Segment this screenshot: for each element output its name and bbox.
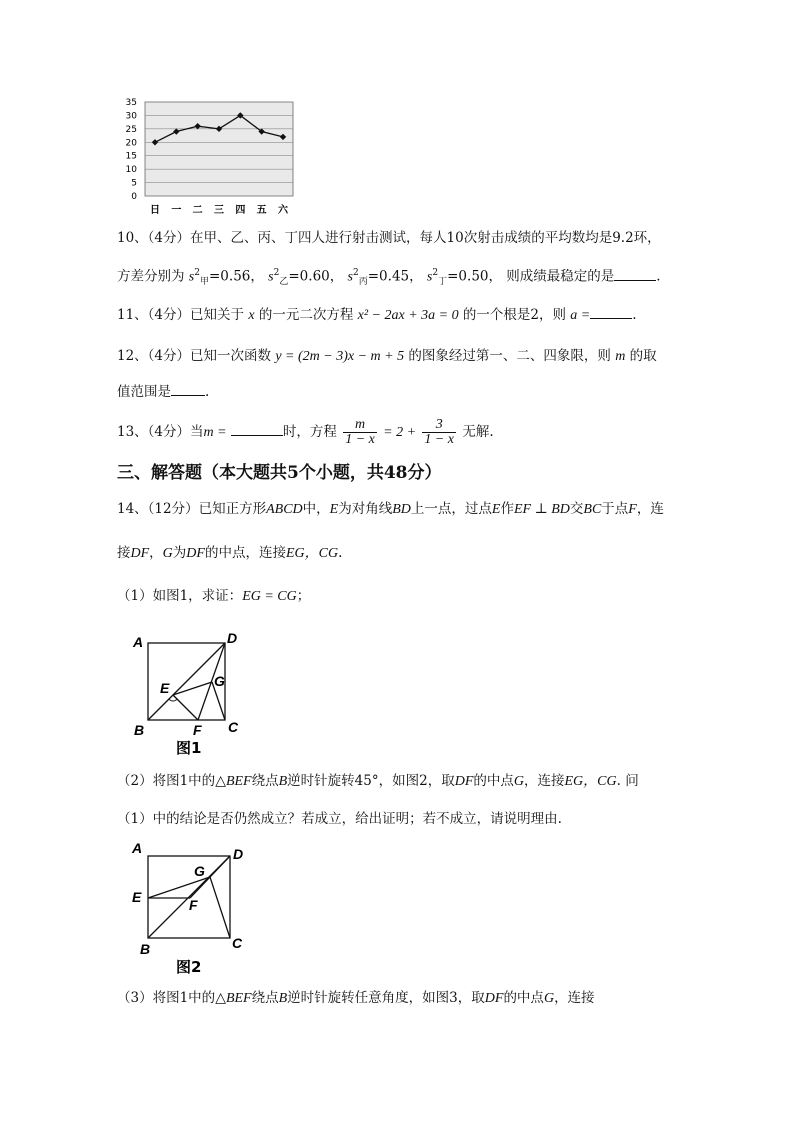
q14-l2-b: ， — [149, 545, 163, 561]
part3-b: B — [278, 991, 288, 1006]
q10-answer-blank[interactable] — [614, 268, 656, 281]
part2-line-1 — [117, 771, 639, 792]
part2-text-f: . 问 — [616, 773, 639, 789]
q13-den1: 1 − x — [345, 432, 375, 447]
figure-2 — [128, 838, 258, 978]
q14-line-1 — [117, 499, 664, 520]
q14-l2-c: 为 — [172, 545, 187, 561]
q12-line-1 — [117, 346, 657, 367]
fig1-label-e: E — [160, 680, 170, 696]
q10-suffix: 则成绩最稳定的是 — [506, 268, 615, 285]
q10-v1: =0.56， — [209, 268, 264, 285]
q14-f: F — [628, 502, 637, 517]
q10-s3: s — [347, 269, 353, 285]
chart-x-tick-label: 五 — [256, 205, 267, 216]
fig1-seg-ef — [173, 695, 198, 720]
q14-l2-d: 的中点，连接 — [204, 545, 286, 561]
q10-v4: =0.50， — [447, 268, 502, 285]
q14-text-b: 中， — [302, 501, 330, 517]
q10-prefix: 方差分别为 — [117, 268, 185, 285]
q13-fraction-2 — [422, 418, 456, 447]
q11-text-b: 的一元二次方程 — [258, 307, 354, 323]
figure-1 — [128, 626, 253, 762]
q14-text-i: ，连 — [636, 501, 664, 517]
q10-sq3: 2 — [353, 268, 359, 278]
section-title: 三、解答题（本大题共5个小题，共48分） — [117, 463, 442, 483]
q10-sq2: 2 — [273, 268, 280, 278]
q14-g: G — [162, 546, 173, 561]
q14-bd: BD — [392, 502, 411, 517]
q10-jia: 甲 — [199, 277, 209, 288]
chart-y-tick-label: 5 — [131, 178, 137, 189]
part3-text-b: 绕点 — [251, 990, 279, 1006]
part3-text-c: 逆时针旋转任意角度，如图3，取 — [287, 990, 485, 1006]
q11-line — [117, 305, 637, 326]
q14-text-c: 为对角线 — [338, 501, 393, 517]
q12-line2-text: 值范围是 — [117, 384, 171, 400]
chart-y-tick-label: 20 — [125, 138, 137, 149]
q13-mvar: m = — [203, 425, 227, 440]
part2-g: G — [513, 774, 524, 789]
q11-text-a: 11、（4分）已知关于 — [117, 307, 245, 323]
part2-text-d: 的中点 — [473, 773, 514, 789]
q11-answer-blank[interactable] — [590, 306, 632, 319]
chart-y-tick-label: 25 — [125, 124, 137, 135]
chart-y-ticks — [126, 98, 138, 202]
q10-s2: s — [268, 269, 274, 285]
q13-line — [117, 418, 494, 447]
chart-y-tick-label: 15 — [125, 151, 137, 162]
chart-x-ticks — [150, 203, 289, 216]
q14-text-g: 交 — [569, 501, 584, 517]
chart-x-tick-label: 一 — [171, 205, 182, 216]
q10-end: . — [656, 268, 661, 285]
q13-num1: m — [343, 418, 377, 433]
fig2-caption: 图2 — [176, 958, 202, 976]
fig2-label-b: B — [140, 941, 151, 957]
chart-x-tick-label: 三 — [214, 205, 224, 216]
part3-g: G — [543, 991, 555, 1006]
q14-text-d: 上一点，过点 — [410, 501, 492, 517]
part1-end: ； — [296, 588, 311, 604]
q14-l2-e: . — [338, 545, 343, 561]
q14-e2: E — [491, 502, 501, 517]
q12-equation: y = (2m − 3)x − m + 5 — [275, 349, 405, 364]
q12-answer-blank[interactable] — [171, 383, 205, 396]
q14-text-h: 于点 — [601, 501, 629, 517]
q10-bing: 丙 — [358, 277, 368, 288]
fig1-caption: 图1 — [176, 739, 202, 757]
q10-s1: s — [188, 269, 195, 285]
part3-text-e: ，连接 — [554, 990, 595, 1006]
q10-sq4: 2 — [432, 268, 439, 278]
part1-text: （1）如图1，求证： — [117, 588, 243, 604]
q10-text: 10、（4分）在甲、乙、丙、丁四人进行射击测试，每人10次射击成绩的平均数均是9.2环， — [117, 230, 661, 246]
q11-equation: x² − 2ax + 3a = 0 — [357, 308, 459, 323]
q13-mid: = 2 + — [383, 425, 417, 440]
q10-sq1: 2 — [194, 268, 200, 278]
fig1-label-d: D — [227, 630, 238, 646]
fig2-label-g: G — [194, 863, 205, 879]
chart-y-tick-label: 0 — [131, 192, 137, 202]
q10-ding: 丁 — [438, 277, 448, 288]
q14-abcd: ABCD — [266, 502, 303, 517]
part2-b: B — [278, 774, 288, 789]
chart-plot-area — [145, 102, 293, 196]
part2-text-c: 逆时针旋转45°，如图2，取 — [287, 773, 455, 789]
chart-x-tick-label: 六 — [278, 205, 288, 216]
q13-den2: 1 − x — [424, 432, 455, 447]
q13-text-a: 13、（4分）当 — [117, 424, 204, 440]
q13-fraction-1 — [343, 418, 377, 447]
q12-text-b: 的图象经过第一、二、四象限，则 — [408, 348, 611, 364]
chart-y-tick-label: 10 — [125, 165, 137, 176]
q14-e1: E — [329, 502, 339, 517]
q14-df2: DF — [186, 546, 205, 561]
part1-equation: EG = CG — [242, 589, 297, 604]
fig2-seg-cg — [210, 877, 230, 938]
q10-v2: =0.60， — [288, 268, 344, 285]
q13-answer-blank[interactable] — [231, 423, 283, 436]
chart-x-tick-label: 日 — [150, 205, 160, 216]
fig1-label-b: B — [134, 722, 145, 738]
part2-triangle: △BEF — [215, 774, 252, 789]
chart-y-tick-label: 30 — [125, 111, 137, 122]
q10-s4: s — [426, 269, 433, 285]
line-chart — [118, 94, 308, 222]
fig2-label-a: A — [132, 840, 143, 856]
q11-end: . — [632, 307, 637, 323]
q14-line-2 — [117, 543, 342, 564]
q12-text-c: 的取 — [629, 348, 657, 364]
fig2-label-d: D — [233, 846, 244, 862]
part2-line-2 — [117, 809, 562, 829]
fig1-label-a: A — [133, 634, 144, 650]
q14-text-f: 作 — [500, 501, 514, 517]
fig1-label-f: F — [193, 722, 202, 738]
chart-y-tick-label: 35 — [125, 98, 137, 108]
part3-df: DF — [484, 991, 504, 1006]
part2-text-b: 绕点 — [251, 773, 279, 789]
q12-m: m — [615, 349, 626, 364]
q10-line-2 — [117, 263, 661, 292]
q14-l2-a: 接 — [117, 545, 131, 561]
q13-num2: 3 — [422, 418, 456, 433]
chart-x-tick-label: 四 — [235, 205, 246, 216]
q10-v3: =0.45， — [367, 268, 423, 285]
q14-df: DF — [130, 546, 150, 561]
q13-text-b: 时，方程 — [282, 424, 337, 440]
q12-end: . — [205, 384, 210, 400]
q10-yi: 乙 — [279, 277, 289, 288]
fig1-angle-mark — [169, 699, 177, 701]
part2-line2-text: （1）中的结论是否仍然成立？若成立，给出证明；若不成立，请说明理由. — [117, 811, 562, 827]
q14-egcg: EG，CG — [285, 546, 339, 561]
q11-x: x — [248, 308, 255, 323]
q12-line-2 — [117, 382, 209, 402]
q11-text-c: 的一个根是2，则 — [462, 307, 566, 323]
part2-df: DF — [454, 774, 474, 789]
q14-perp: EF ⊥ BD — [513, 502, 570, 517]
part3-line-1 — [117, 988, 595, 1009]
part1-line — [117, 586, 310, 607]
part3-text-a: （3）将图1中的 — [117, 990, 216, 1006]
q11-var: a = — [570, 308, 591, 323]
q14-bc: BC — [583, 502, 602, 517]
fig2-label-f: F — [189, 897, 198, 913]
fig2-label-c: C — [232, 935, 243, 951]
fig1-label-g: G — [214, 673, 225, 689]
chart-x-tick-label: 二 — [192, 205, 203, 216]
fig1-label-c: C — [228, 719, 239, 735]
part2-egcg: EG，CG — [564, 774, 617, 789]
part2-text-e: ，连接 — [524, 773, 565, 789]
q10-line-1 — [117, 228, 661, 248]
q14-text-a: 14、（12分）已知正方形 — [117, 501, 267, 517]
q12-text-a: 12、（4分）已知一次函数 — [117, 348, 272, 364]
part2-text-a: （2）将图1中的 — [117, 773, 216, 789]
part3-text-d: 的中点 — [503, 990, 544, 1006]
part3-triangle: △BEF — [215, 991, 252, 1006]
q13-text-c: 无解. — [462, 424, 494, 440]
fig2-label-e: E — [132, 889, 142, 905]
